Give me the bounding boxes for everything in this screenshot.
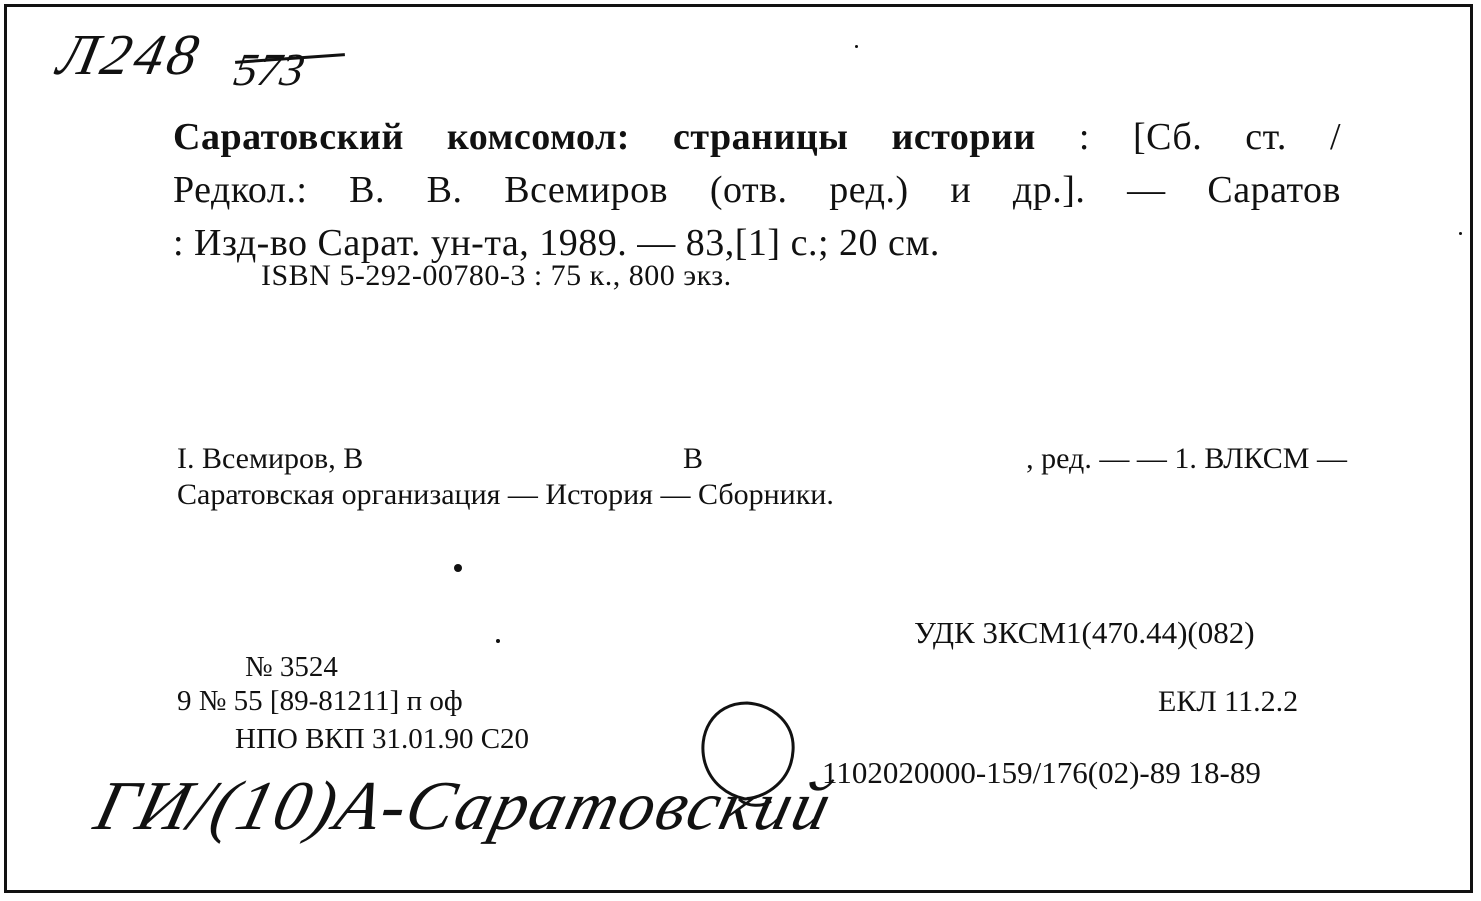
- tracing-added-entry: I. Всемиров, В: [177, 442, 364, 475]
- ink-dot: [496, 639, 500, 643]
- entry-heading: Саратовский комсомол: страницы истории: [173, 116, 1036, 158]
- entry-line-1: [173, 111, 1341, 164]
- print-order: 9 № 55 [89-81211] п оф: [177, 685, 463, 717]
- card-number: № 3524: [245, 651, 338, 683]
- shelf-mark-sub: 573: [230, 44, 309, 95]
- ink-dot: [855, 45, 858, 48]
- catalog-card: [4, 4, 1473, 893]
- tracing: [177, 441, 1347, 513]
- tracing-line-2: Саратовская организация — История — Сборники.: [177, 478, 834, 511]
- tracing-initial: В: [683, 442, 704, 475]
- handwritten-note: ГИ/(10)А-Саратовский: [87, 768, 841, 845]
- udk-code: УДК 3КСМ1(470.44)(082): [914, 615, 1255, 650]
- entry-line-3: : Изд-во Сарат. ун-та, 1989. — 83,[1] с.; 20 см.: [173, 222, 940, 264]
- classification-code: 1102020000-159/176(02)-89 18-89: [822, 755, 1261, 790]
- ekl-code: ЕКЛ 11.2.2: [1158, 685, 1299, 718]
- isbn-line: ISBN 5-292-00780-3 : 75 к., 800 экз.: [261, 259, 732, 292]
- entry-line-2: Редкол.: В. В. Всемиров (отв. ред.) и др.]. — Саратов: [173, 169, 1341, 211]
- tracing-subject: , ред. — — 1. ВЛКСМ —: [1026, 442, 1347, 475]
- ink-dot: [1459, 232, 1462, 235]
- print-info: НПО ВКП 31.01.90 С20: [235, 723, 530, 755]
- bibliographic-entry: [173, 111, 1341, 270]
- ink-dot: [454, 564, 462, 572]
- tracing-line-1: [177, 441, 1347, 477]
- entry-line-1-rest: : [Сб. ст. /: [1035, 116, 1342, 158]
- shelf-mark: Л248: [52, 22, 209, 87]
